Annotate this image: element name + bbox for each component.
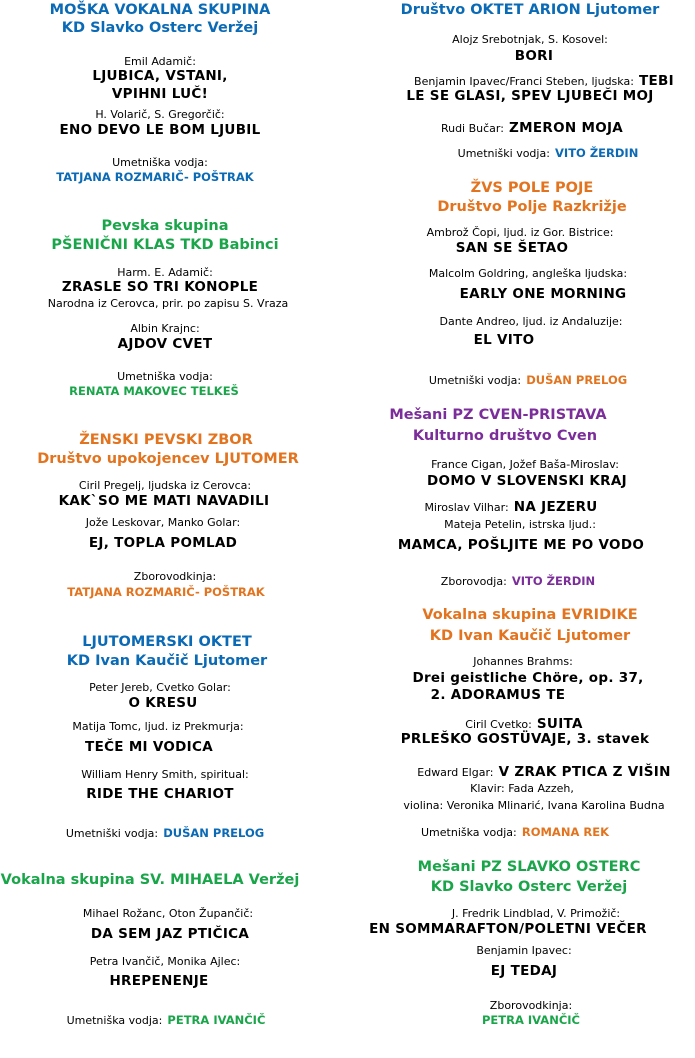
leader-line	[458, 142, 639, 161]
piece-title: LJUBICA, VSTANI,	[92, 68, 228, 84]
leader-label: Umetniški vodja:	[457, 147, 550, 160]
group-title: Vokalna skupina SV. MIHAELA Veržej	[0, 872, 300, 888]
composer: Emil Adamič:	[124, 55, 196, 68]
leader-name: ROMANA REK	[521, 825, 609, 839]
note: Narodna iz Cerovca, prir. po zapisu S. Vraza	[47, 297, 289, 310]
group-subtitle: Društvo Polje Razkrižje	[437, 199, 627, 215]
piece-title: EJ TEDAJ	[490, 963, 558, 979]
composer: Matija Tomc, ljud. iz Prekmurja:	[72, 720, 244, 733]
piece-title: MAMCA, POŠLJITE ME PO VODO	[397, 537, 645, 553]
piece-title: NA JEZERU	[513, 499, 598, 515]
leader-line	[421, 821, 609, 840]
composer: Jože Leskovar, Manko Golar:	[85, 516, 241, 529]
composer: Rudi Bučar:	[440, 122, 504, 135]
leader-label: Umetniška vodja:	[421, 826, 517, 839]
leader-label: Zborovodja:	[440, 575, 507, 588]
leader-name: VITO ŽERDIN	[511, 574, 596, 588]
composer: Ciril Pregelj, ljudska iz Cerovca:	[78, 479, 252, 492]
piece-title: EN SOMMARAFTON/POLETNI VEČER	[369, 921, 647, 937]
group-title: ŽENSKI PEVSKI ZBOR	[79, 432, 253, 448]
piece-title: ZRASLE SO TRI KONOPLE	[61, 279, 259, 295]
leader-name: TATJANA ROZMARIČ- POŠTRAK	[56, 170, 254, 184]
composer: H. Volarič, S. Gregorčič:	[95, 108, 225, 121]
composer: William Henry Smith, spiritual:	[81, 768, 249, 781]
leader-line	[66, 822, 264, 841]
group-subtitle: PŠENIČNI KLAS TKD Babinci	[51, 237, 279, 253]
composer: Benjamin Ipavec:	[476, 944, 572, 957]
piece-title: TEBI	[639, 73, 674, 89]
group-title: MOŠKA VOKALNA SKUPINA	[49, 2, 271, 18]
leader-name: PETRA IVANČIČ	[167, 1013, 266, 1027]
piece-title: BORI	[514, 48, 554, 64]
piece-title: EL VITO	[473, 332, 535, 348]
piece-title: DOMO V SLOVENSKI KRAJ	[427, 473, 627, 489]
leader-line	[441, 570, 595, 589]
group-title: LJUTOMERSKI OKTET	[82, 634, 252, 650]
piece-title: AJDOV CVET	[117, 336, 213, 352]
piece-title: HREPENENJE	[109, 973, 209, 989]
leader-label: Umetniški vodja:	[428, 374, 522, 387]
composer: Miroslav Vilhar:	[424, 501, 509, 514]
composer-line	[424, 496, 597, 515]
piece-title: O KRESU	[128, 695, 198, 711]
piece-title: SUITA	[536, 716, 583, 732]
composer-line	[441, 117, 623, 136]
composer-line	[465, 713, 582, 732]
composer: Ambrož Čopi, ljud. iz Gor. Bistrice:	[426, 226, 614, 239]
piece-title: DA SEM JAZ PTIČICA	[90, 926, 250, 942]
group-subtitle: Društvo upokojencev LJUTOMER	[37, 451, 299, 467]
piece-title: SAN SE ŠETAO	[455, 240, 569, 256]
composer: Harm. E. Adamič:	[117, 266, 213, 279]
leader-name: TATJANA ROZMARIČ- POŠTRAK	[67, 585, 265, 599]
group-title: Društvo OKTET ARION Ljutomer	[400, 2, 660, 18]
group-subtitle: Kulturno društvo Cven	[412, 428, 598, 444]
composer-line	[414, 70, 674, 89]
composer: Mateja Petelin, istrska ljud.:	[444, 518, 596, 531]
composer: Alojz Srebotnjak, S. Kosovel:	[452, 33, 608, 46]
composer: Johannes Brahms:	[473, 655, 573, 668]
composer: J. Fredrik Lindblad, V. Primožič:	[451, 907, 621, 920]
composer: Dante Andreo, ljud. iz Andaluzije:	[439, 315, 623, 328]
piece-title: PRLEŠKO GOSTÜVAJE, 3. stavek	[400, 731, 650, 747]
group-title: Mešani PZ SLAVKO OSTERC	[417, 859, 641, 875]
piece-title: 2. ADORAMUS TE	[430, 687, 566, 703]
group-subtitle: KD Slavko Osterc Veržej	[61, 20, 259, 36]
leader-line	[67, 1009, 266, 1028]
composer: Edward Elgar:	[417, 766, 494, 779]
group-subtitle: KD Slavko Osterc Veržej	[430, 879, 628, 895]
group-subtitle: KD Ivan Kaučič Ljutomer	[429, 628, 631, 644]
group-title: Mešani PZ CVEN-PRISTAVA	[389, 407, 607, 423]
leader-label: Umetniška vodja:	[112, 156, 208, 169]
piece-title: Drei geistliche Chöre, op. 37,	[412, 670, 644, 686]
leader-label: Zborovodkinja:	[489, 999, 573, 1012]
group-title: Vokalna skupina EVRIDIKE	[422, 607, 638, 623]
piece-title: V ZRAK PTICA Z VIŠIN	[498, 764, 671, 780]
composer: Petra Ivančič, Monika Ajlec:	[89, 955, 241, 968]
piece-title: TEČE MI VODICA	[85, 739, 213, 755]
leader-name: DUŠAN PRELOG	[526, 373, 628, 387]
group-title: ŽVS POLE POJE	[470, 180, 594, 196]
leader-label: Umetniška vodja:	[66, 1014, 163, 1027]
piece-title: KAK`SO ME MATI NAVADILI	[58, 493, 270, 509]
composer: France Cigan, Jožef Baša-Miroslav:	[431, 458, 619, 471]
leader-name: VITO ŽERDIN	[555, 146, 639, 160]
note: Klavir: Fada Azzeh,	[470, 782, 574, 795]
composer: Albin Krajnc:	[130, 322, 200, 335]
piece-title: EJ, TOPLA POMLAD	[88, 535, 238, 551]
composer-line	[417, 761, 670, 780]
composer: Mihael Rožanc, Oton Župančič:	[82, 907, 254, 920]
composer: Peter Jereb, Cvetko Golar:	[89, 681, 231, 694]
composer: Benjamin Ipavec/Franci Steben, ljudska:	[414, 75, 634, 88]
leader-label: Umetniška vodja:	[117, 370, 213, 383]
group-title: Pevska skupina	[101, 218, 229, 234]
group-subtitle: KD Ivan Kaučič Ljutomer	[66, 653, 268, 669]
piece-title: EARLY ONE MORNING	[459, 286, 627, 302]
piece-title: VPIHNI LUČ!	[111, 86, 209, 102]
leader-label: Umetniški vodja:	[65, 827, 159, 840]
leader-label: Zborovodkinja:	[133, 570, 217, 583]
leader-name: DUŠAN PRELOG	[163, 826, 265, 840]
piece-title: LE SE GLASI, SPEV LJUBEČI MOJ	[406, 88, 654, 104]
composer: Ciril Cvetko:	[465, 718, 532, 731]
leader-name: RENATA MAKOVEC TELKEŠ	[69, 384, 239, 398]
note: violina: Veronika Mlinarić, Ivana Karolina Budna	[403, 799, 665, 812]
piece-title: ENO DEVO LE BOM LJUBIL	[59, 122, 261, 138]
composer: Malcolm Goldring, angleška ljudska:	[428, 267, 628, 280]
piece-title: ZMERON MOJA	[509, 120, 624, 136]
piece-title: RIDE THE CHARIOT	[86, 786, 234, 802]
leader-name: PETRA IVANČIČ	[482, 1013, 580, 1027]
leader-line	[429, 369, 627, 388]
